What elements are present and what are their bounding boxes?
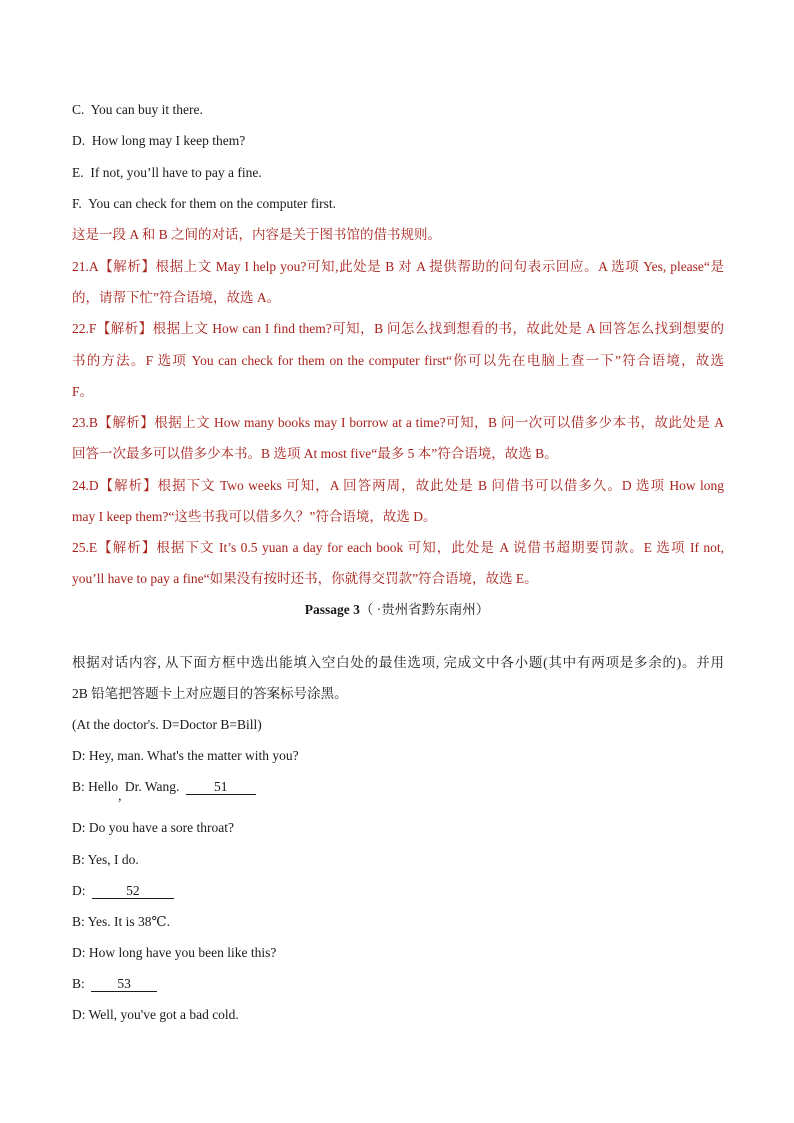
dialogue-b1-comma: , [118,788,122,803]
analysis-q23-line2: 回答一次最多可以借多少本书。B 选项 At most five“最多 5 本”符合语境，故选 B。 [72,446,558,461]
dialogue-b4 [72,975,724,993]
instructions-line1: 根据对话内容, 从下面方框中选出能填入空白处的最佳选项, 完成文中各小题(其中有两项是多余的)。并用 [72,655,724,670]
option-text: If not, you’ll have to pay a fine. [90,165,262,180]
analysis-q24-line2: may I keep them?“这些书我可以借多久？”符合语境，故选 D。 [72,509,437,524]
dialogue-d1: D: Hey, man. What's the matter with you? [72,748,299,763]
option-text: You can check for them on the computer first. [88,196,336,211]
option-c [72,101,724,119]
analysis-q24-line1: 24.D【解析】根据下文 Two weeks 可知，A 回答两周，故此处是 B 问借书可以借多久。D 选项 How long [72,478,724,493]
analysis-q22-line1: 22.F【解析】根据上文 How can I find them?可知，B 问怎么找到想看的书，故此处是 A 回答怎么找到想要的 [72,321,724,336]
option-text: How long may I keep them? [91,133,246,148]
option-letter: F. [72,196,82,211]
analysis-q22-line3: F。 [72,384,94,399]
dialogue-d3-prefix: D: [72,883,86,898]
analysis-q25-line2: you’ll have to pay a fine“如果没有按时还书，你就得交罚款”符合语境，故选 E。 [72,571,538,586]
answer-blank-51[interactable]: 51 [186,779,256,795]
dialogue-b2: B: Yes, I do. [72,852,139,867]
analysis-q22-line2: 书的方法。F 选项 You can check for them on the computer first“你可以先在电脑上查一下”符合语境，故选 [72,353,724,368]
option-letter: C. [72,102,85,117]
dialogue-b4-prefix: B: [72,976,85,991]
analysis-intro: 这是一段 A 和 B 之间的对话，内容是关于图书馆的借书规则。 [72,227,442,242]
option-e [72,164,724,182]
analysis-q21-line1: 21.A【解析】根据上文 May I help you?可知,此处是 B 对 A 提供帮助的问句表示回应。A 选项 Yes, please“是 [72,259,724,274]
answer-blank-53[interactable]: 53 [91,976,157,992]
analysis-q21-line2: 的，请帮下忙”符合语境，故选 A。 [72,290,281,305]
dialogue-setting: (At the doctor's. D=Doctor B=Bill) [72,717,262,732]
analysis-q23-line1: 23.B【解析】根据上文 How many books may I borrow at a time?可知，B 问一次可以借多少本书，故此处是 A [72,415,724,430]
dialogue-d3 [72,882,724,900]
option-letter: D. [72,133,86,148]
dialogue-d4: D: How long have you been like this? [72,945,277,960]
dialogue-b1 [72,778,724,803]
option-letter: E. [72,165,84,180]
dialogue-b1-prefix: B: Hello [72,779,119,794]
passage-source: （ ·贵州省黔东南州） [359,602,490,617]
answer-blank-52[interactable]: 52 [92,883,174,899]
dialogue-d5: D: Well, you've got a bad cold. [72,1007,239,1022]
option-f [72,195,724,213]
instructions-line2: 2B 铅笔把答题卡上对应题目的答案标号涂黑。 [72,686,348,701]
passage-title: Passage 3 [304,602,360,617]
dialogue-b1-text: Dr. Wang. [124,779,180,794]
dialogue-b3: B: Yes. It is 38℃. [72,914,171,929]
option-text: You can buy it there. [90,102,203,117]
analysis-q25-line1: 25.E【解析】根据下文 It’s 0.5 yuan a day for each book 可知，此处是 A 说借书超期要罚款。E 选项 If not, [72,540,724,555]
dialogue-d2: D: Do you have a sore throat? [72,820,234,835]
passage-heading [0,601,794,619]
option-d [72,132,724,150]
